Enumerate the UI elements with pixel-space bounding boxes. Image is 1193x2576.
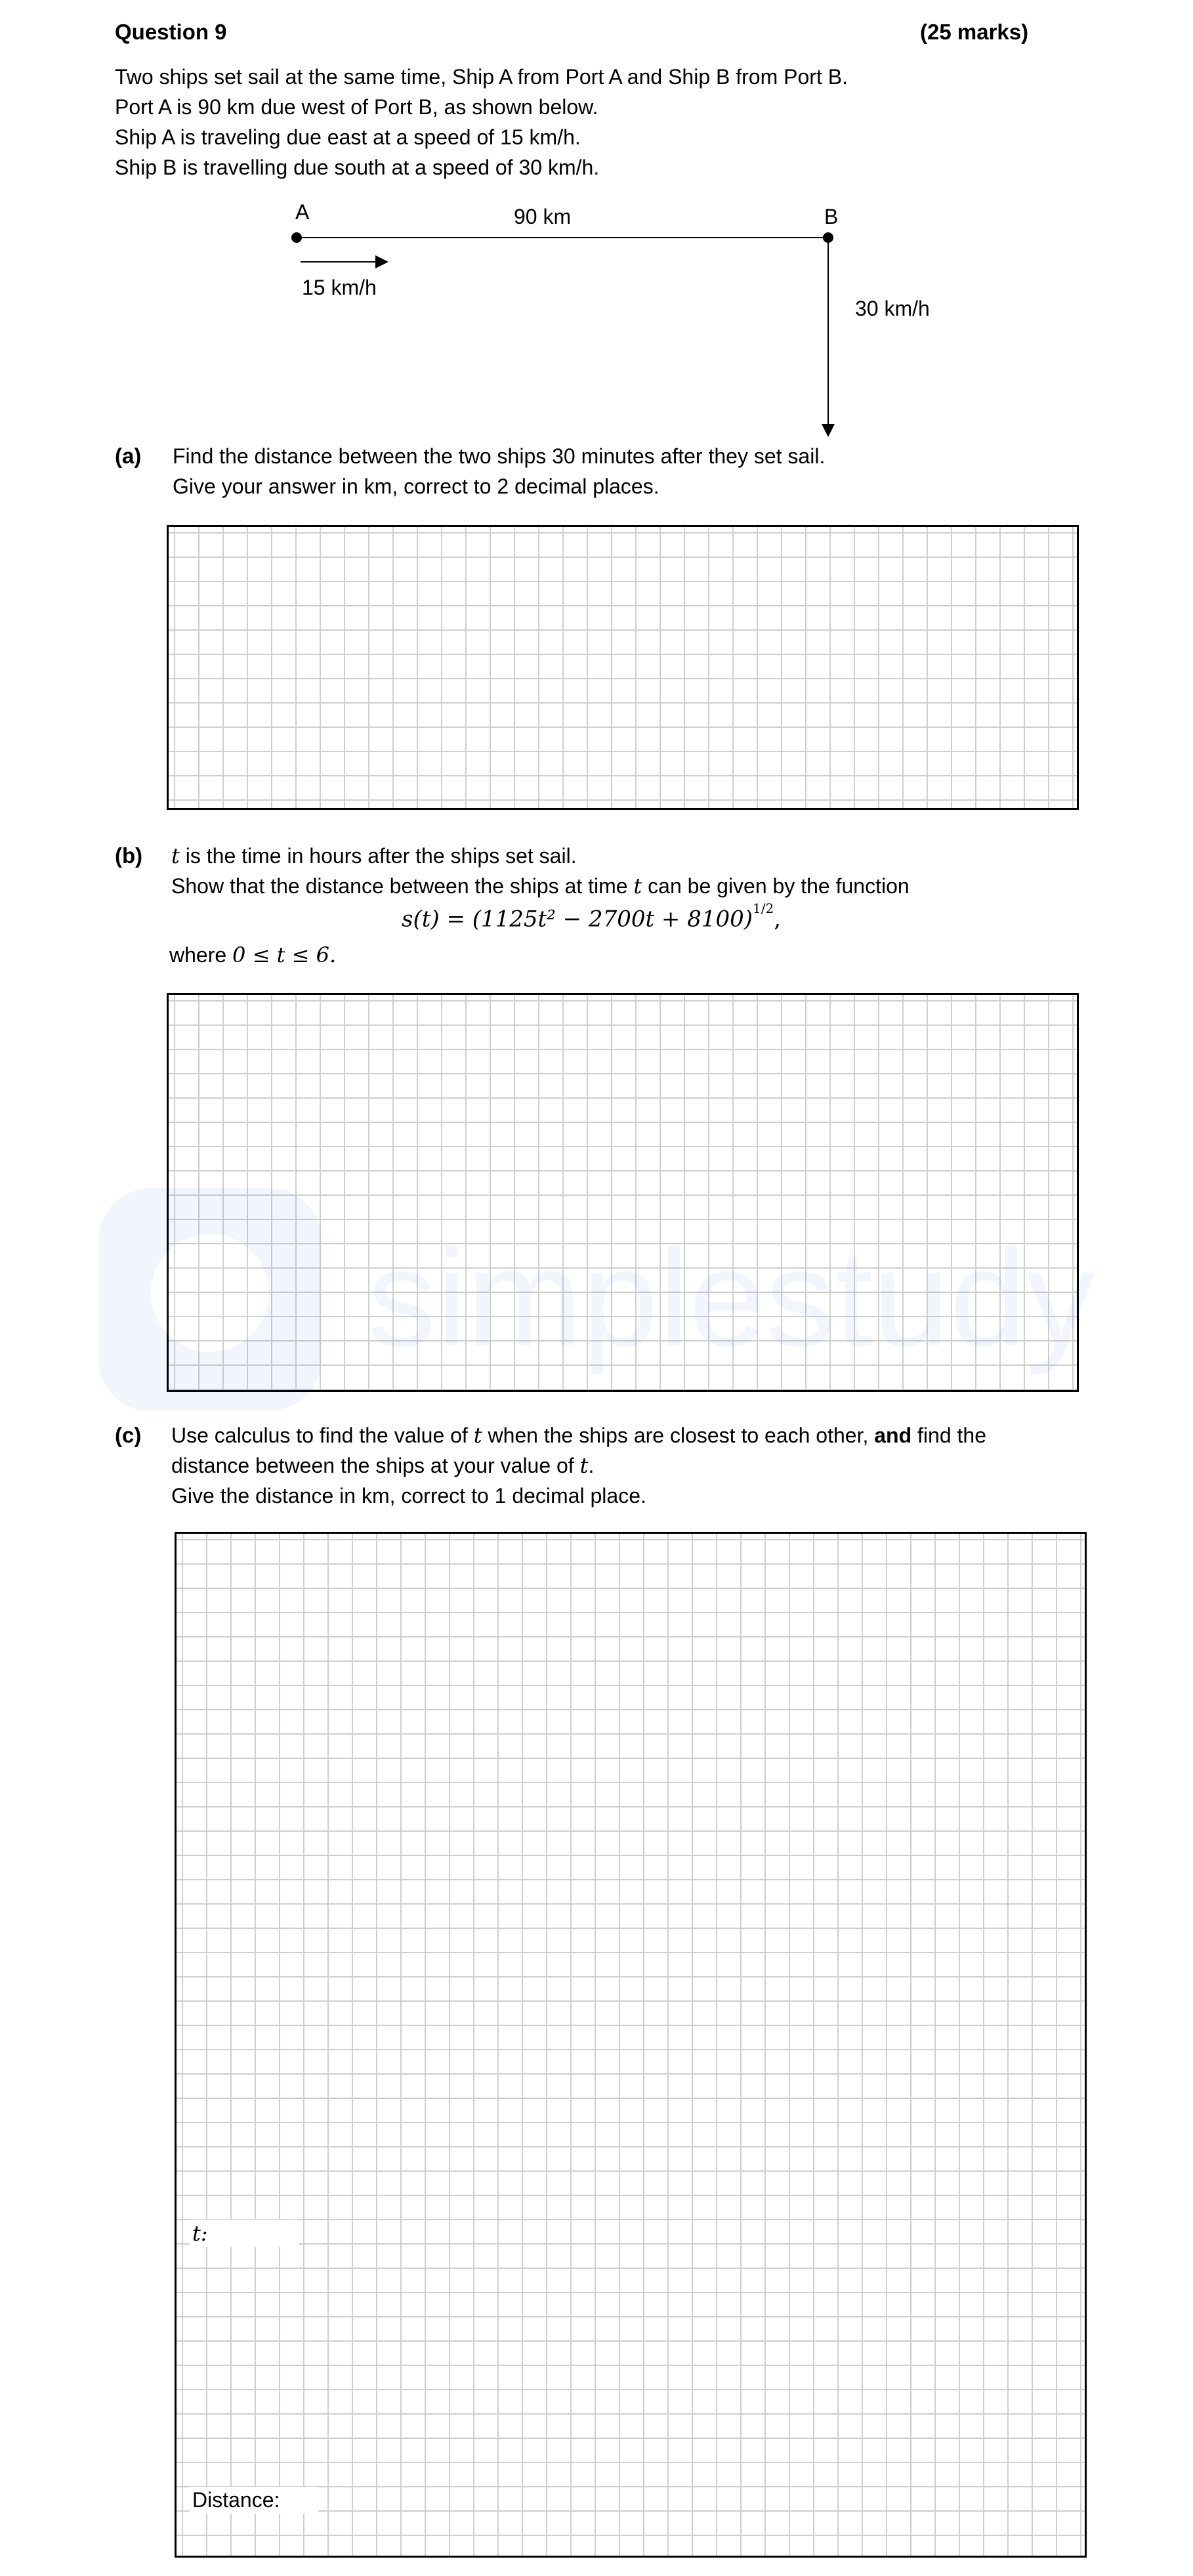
part-b-line-2: Show that the distance between the ships at time t can be given by the function (171, 874, 910, 898)
part-b-domain-line: where 0 ≤ t ≤ 6. (169, 942, 337, 967)
part-a-text (173, 441, 825, 501)
domain-expression: 0 ≤ t ≤ 6. (232, 942, 337, 967)
speed-b-label: 30 km/h (855, 297, 930, 320)
distance-label: 90 km (514, 205, 572, 228)
intro-line-4: Ship B is travelling due south at a speed of 30 km/h. (115, 156, 600, 179)
distance-function: $s(t) = (1125t^2 - 2700t + 8100)^{1/2}$, (402, 900, 782, 933)
question-title: Question 9 (115, 20, 227, 44)
var-t: t (633, 874, 642, 898)
part-a-line-2: Give your answer in km, correct to 2 decimal places. (173, 475, 659, 498)
speed-a-label: 15 km/h (302, 276, 377, 299)
port-a-label: A (295, 200, 310, 224)
t-answer-label: t: (190, 2220, 299, 2247)
port-a-dot (291, 232, 302, 243)
part-c-text (171, 1420, 986, 1511)
part-c-line-1: Use calculus to find the value of t when the ships are closest to each other, and find the (171, 1423, 986, 1448)
part-a-line-1: Find the distance between the two ships 30 minutes after they set sail. (173, 444, 826, 468)
distance-answer-label: Distance: (190, 2487, 318, 2514)
answer-box-a[interactable] (167, 525, 1079, 810)
intro-line-2: Port A is 90 km due west of Port B, as shown below. (115, 95, 598, 119)
watermark-text: simplestudy (367, 1221, 1095, 1375)
intro-line-1: Two ships set sail at the same time, Ship A from Port A and Ship B from Port B. (115, 65, 848, 89)
part-b-line-1: t is the time in hours after the ships set sail. (171, 843, 577, 868)
part-c-letter: (c) (115, 1423, 142, 1447)
var-t: t (579, 1453, 589, 1478)
part-b-letter: (b) (115, 843, 143, 868)
part-a-letter: (a) (115, 444, 142, 468)
var-t: t (171, 843, 180, 868)
part-c-line-2: distance between the ships at your value of t. (171, 1453, 595, 1478)
simplestudy-watermark (92, 1181, 1116, 1431)
question-marks: (25 marks) (920, 20, 1029, 44)
port-b-label: B (824, 205, 839, 228)
function-exponent: 1/2 (753, 900, 774, 916)
var-t: t (473, 1423, 482, 1448)
answer-box-c[interactable] (175, 1532, 1087, 2558)
part-b-text (171, 841, 910, 901)
function-body: s(t) = (1125t² − 2700t + 8100) (402, 906, 753, 933)
part-c-line-3: Give the distance in km, correct to 1 decimal place. (171, 1484, 646, 1508)
ships-diagram (0, 0, 1193, 459)
intro-line-3: Ship A is traveling due east at a speed of 15 km/h. (115, 125, 581, 149)
